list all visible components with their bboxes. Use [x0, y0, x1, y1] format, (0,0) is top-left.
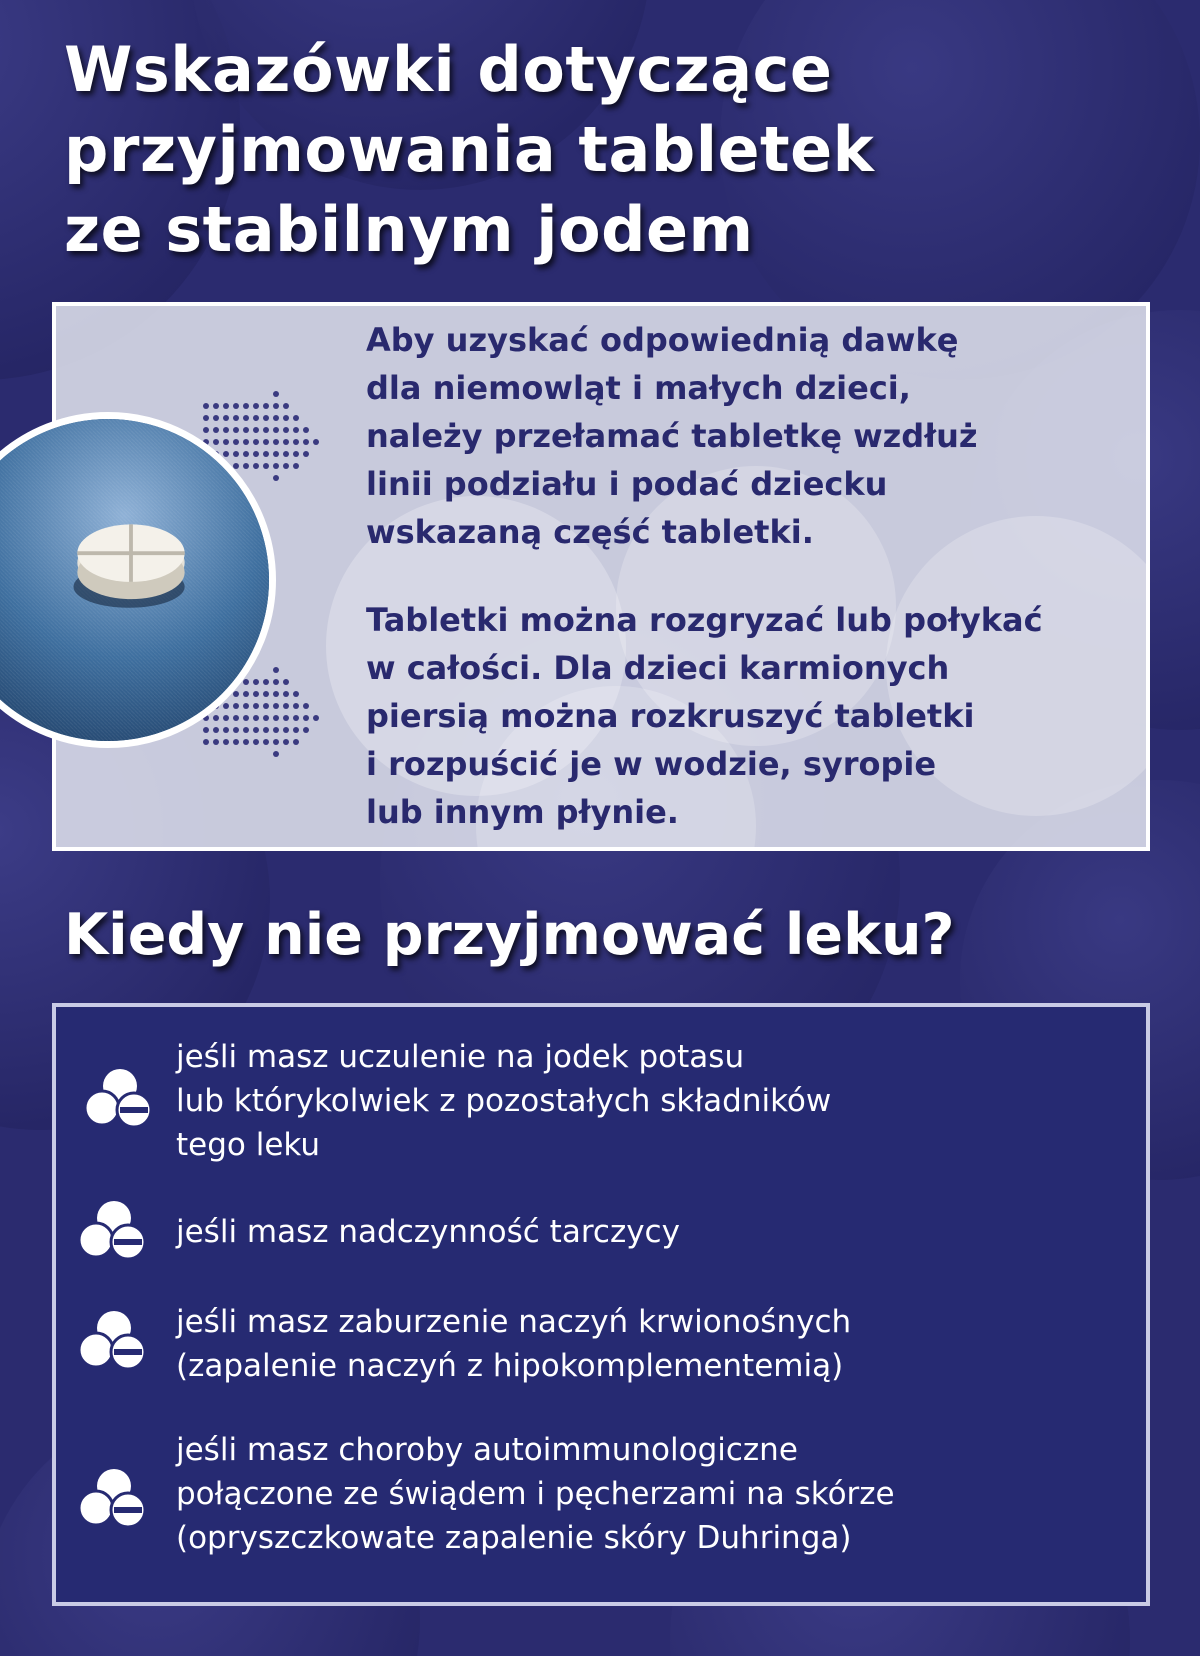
scored-tablet-icon	[0, 419, 269, 741]
paragraph-line: piersią można rozkruszyć tabletki	[366, 697, 975, 735]
item-line: lub którykolwiek z pozostałych składników	[176, 1083, 832, 1119]
title-line: ze stabilnym jodem	[64, 193, 754, 266]
pills-icon	[76, 1198, 150, 1262]
paragraph-line: i rozpuścić je w wodzie, syropie	[366, 745, 937, 783]
item-line: (zapalenie naczyń z hipokomplementemią)	[176, 1348, 844, 1384]
pills-icon	[76, 1466, 150, 1530]
item-line: jeśli masz choroby autoimmunologiczne	[176, 1432, 798, 1468]
pills-icon	[76, 1308, 150, 1372]
title-line: przyjmowania tabletek	[64, 113, 875, 186]
contraindication-item	[176, 1035, 1136, 1167]
page-title	[64, 30, 1144, 270]
item-line: jeśli masz zaburzenie naczyń krwionośnych	[176, 1304, 852, 1340]
paragraph-line: Tabletki można rozgryzać lub połykać	[366, 601, 1043, 639]
paragraph-line: linii podziału i podać dziecku	[366, 465, 888, 503]
item-line: jeśli masz nadczynność tarczycy	[176, 1214, 680, 1250]
paragraph-line: lub innym płynie.	[366, 793, 679, 831]
contraindications-heading: Kiedy nie przyjmować leku?	[64, 902, 955, 968]
pills-icon	[82, 1066, 156, 1130]
paragraph-line: wskazaną część tabletki.	[366, 513, 814, 551]
paragraph-line: w całości. Dla dzieci karmionych	[366, 649, 950, 687]
contraindication-item	[176, 1428, 1136, 1560]
item-line: połączone ze świądem i pęcherzami na skórze	[176, 1476, 895, 1512]
paragraph-line: Aby uzyskać odpowiednią dawkę	[366, 321, 959, 359]
paragraph-line: dla niemowląt i małych dzieci,	[366, 369, 911, 407]
item-line: tego leku	[176, 1127, 321, 1163]
contraindication-item	[176, 1210, 1136, 1254]
contraindication-item	[176, 1300, 1136, 1388]
paragraph-line: należy przełamać tabletkę wzdłuż	[366, 417, 978, 455]
title-line: Wskazówki dotyczące	[64, 33, 833, 106]
dosage-paragraph	[366, 316, 1156, 556]
item-line: (opryszczkowate zapalenie skóry Duhringa)	[176, 1520, 852, 1556]
item-line: jeśli masz uczulenie na jodek potasu	[176, 1039, 745, 1075]
swallowing-paragraph	[366, 596, 1156, 836]
